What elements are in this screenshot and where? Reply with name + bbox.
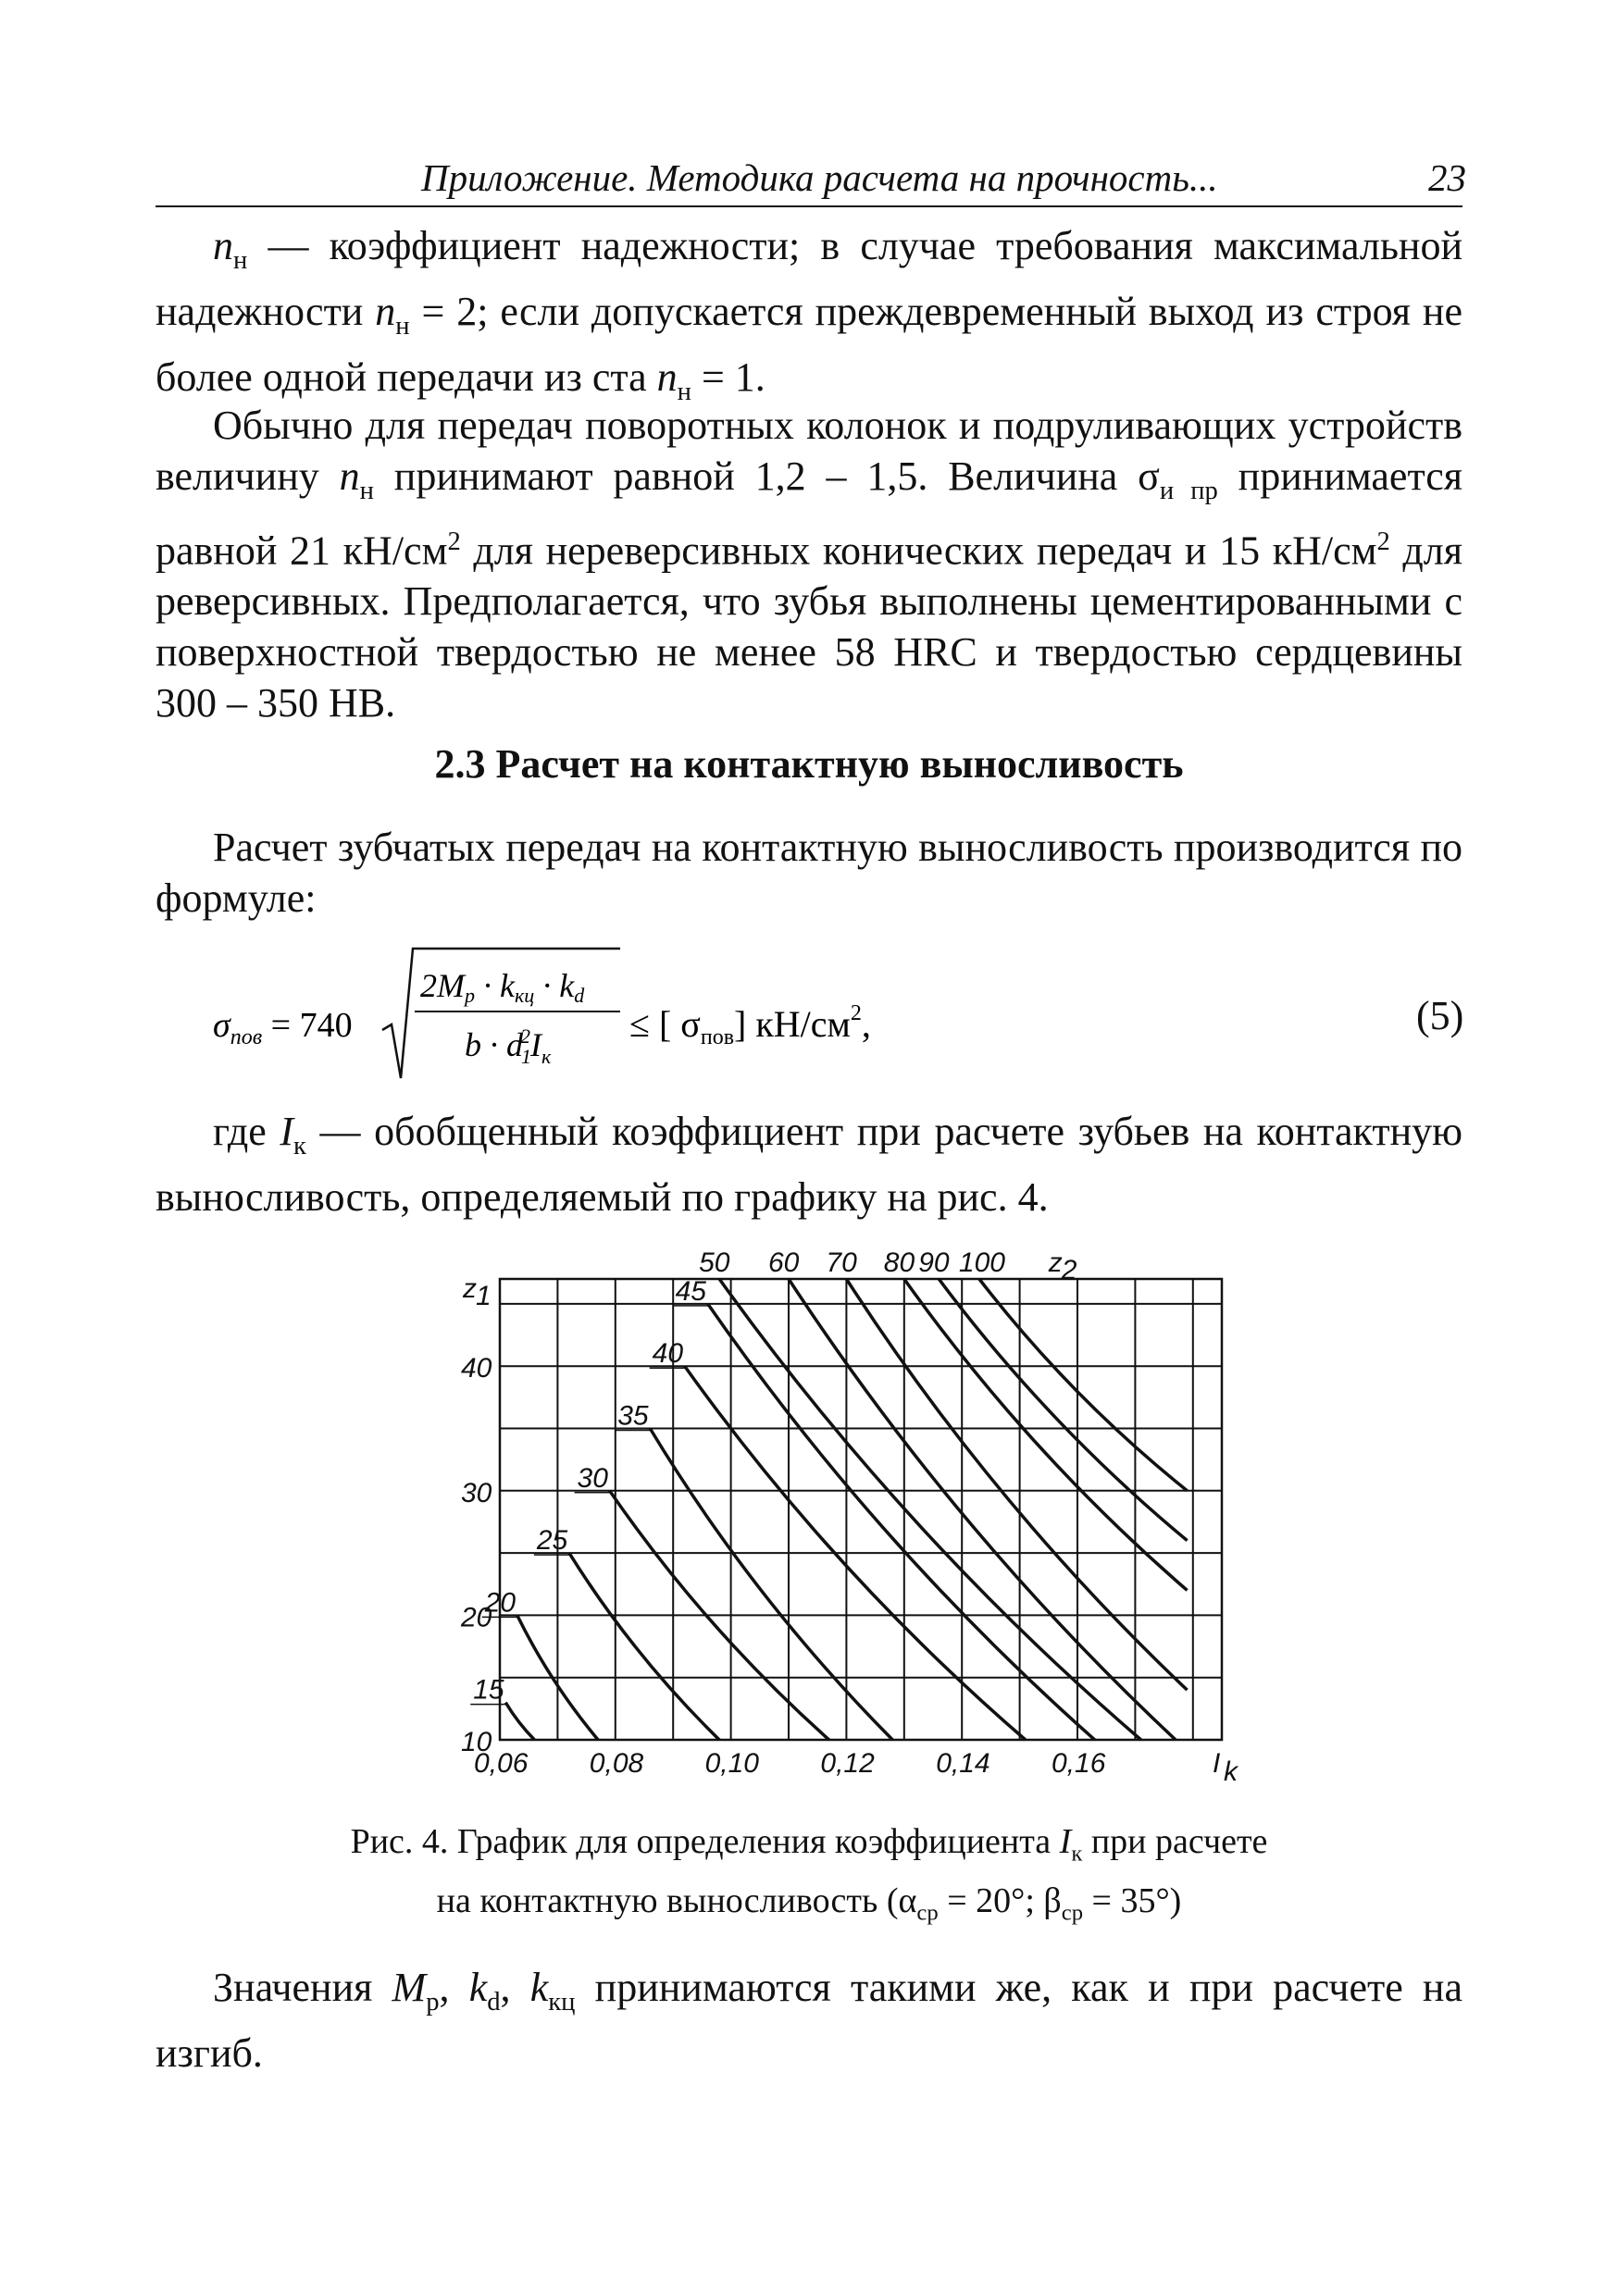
caption-line1-b: при расчете: [1082, 1822, 1268, 1861]
para4-text-b: — обобщенный коэффициент при расчете зубьев на контактную выносливость, определяемый по графику на рис. 4.: [156, 1109, 1462, 1220]
formula-rhs: ≤ [ σ: [629, 1003, 701, 1045]
curve-z90: [939, 1279, 1187, 1541]
symbol-n: n: [339, 453, 360, 499]
para2-text-b: принимают равной 1,2 – 1,5. Величина σ: [373, 453, 1160, 499]
separator: ,: [500, 1965, 530, 2010]
para1-eq-b: = 1.: [691, 354, 765, 400]
top-tick-label: 50: [699, 1247, 730, 1278]
para2-text-e: для реверсивных. Предполагается, что зубья выполнены цементированными с поверхностной твердостью не менее 58 HRC и твердостью сердцевины 300 – 350 HB.: [156, 527, 1462, 726]
caption-line-1: [156, 1818, 1462, 1878]
den-sup: 2: [520, 1024, 530, 1048]
formula-lhs: σ: [213, 1006, 230, 1045]
sigma-sub: и пр: [1159, 476, 1218, 505]
page-number: 23: [1428, 156, 1466, 199]
symbol-M-sub: р: [426, 1987, 440, 2017]
paragraph-values: [156, 400, 1462, 728]
y-tick-label: 20: [461, 1602, 492, 1633]
para5-text-a: Значения: [213, 1965, 392, 2010]
top-tick-label: 60: [768, 1247, 800, 1278]
chart-grid: [500, 1279, 1222, 1740]
paragraph-reliability-coefficient: [156, 220, 1462, 416]
formula-5: [213, 939, 1416, 1087]
caption-line2-c: = 35°): [1083, 1880, 1182, 1920]
para1-eq-a: = 2; если допускается преждевременный выход из строя не более одной передачи из ста: [156, 288, 1463, 400]
symbol-n-sub: н: [677, 377, 691, 406]
svg-text:b · d12Iк: [465, 1024, 552, 1068]
caption-symbol-sub: к: [1071, 1841, 1083, 1867]
symbol-M: M: [392, 1965, 427, 2010]
figure-4-chart: [444, 1240, 1259, 1805]
x-tick-label: 0,06: [474, 1748, 529, 1779]
curve-label: 25: [536, 1525, 568, 1557]
num-sub-kc: кц: [514, 984, 535, 1007]
caption-beta-sub: ср: [1061, 1900, 1084, 1926]
formula-rhs-sup: 2: [850, 1001, 862, 1025]
symbol-kkc-sub: кц: [548, 1987, 576, 2017]
curve-z100: [979, 1279, 1188, 1491]
para4-text-a: где: [213, 1109, 280, 1154]
caption-line2-a: на контактную выносливость (α: [436, 1880, 917, 1920]
x-tick-label: 0,08: [589, 1748, 644, 1779]
y-tick-label: 40: [461, 1353, 492, 1384]
y-tick-label: 10: [461, 1727, 492, 1757]
x-axis-label: I: [1213, 1748, 1221, 1779]
curve-z45: [708, 1304, 1095, 1740]
y-axis-label: z: [463, 1273, 477, 1304]
curve-label: 35: [617, 1400, 649, 1432]
curve-label: 15: [473, 1674, 504, 1706]
symbol-n: n: [375, 288, 396, 334]
y-axis-label-sub: 1: [476, 1281, 492, 1311]
symbol-kd: k: [468, 1965, 488, 2010]
top-axis-label-sub: 2: [1061, 1255, 1077, 1285]
curve-label: 30: [577, 1462, 608, 1494]
symbol-n-sub: н: [233, 245, 248, 275]
symbol-I-sub: к: [293, 1131, 306, 1160]
curve-label: 40: [652, 1338, 684, 1370]
curve-label: 20: [484, 1587, 517, 1619]
symbol-n: n: [213, 223, 233, 268]
x-tick-label: 0,12: [820, 1748, 875, 1779]
para5-text-b: принимаются такими же, как и при расчете на изгиб.: [156, 1965, 1462, 2076]
para3-text: Расчет зубчатых передач на контактную выносливость производится по формуле:: [156, 825, 1462, 921]
sup-2: 2: [1376, 527, 1390, 556]
x-axis-label-sub: k: [1224, 1756, 1238, 1787]
den-sub-k: к: [541, 1045, 552, 1068]
formula-number: (5): [1416, 993, 1464, 1038]
separator: ,: [439, 1965, 469, 2010]
symbol-n: n: [656, 354, 678, 400]
num-sub-p: р: [465, 984, 475, 1007]
para2-text-d: для нереверсивных конических передач и 15 кН/см: [460, 527, 1377, 574]
paragraph-where: [156, 1106, 1462, 1222]
svg-text:2Mр · kкц · kd: [420, 967, 585, 1007]
curve-label: 45: [675, 1275, 707, 1307]
caption-line-2: [156, 1878, 1462, 1937]
formula-coef: = 740: [262, 1006, 353, 1045]
formula-rhs-sub: пов: [700, 1025, 735, 1049]
x-tick-label: 0,10: [704, 1748, 759, 1779]
para2-text-a: Обычно для передач поворотных колонок и подруливающих устройств величину: [156, 403, 1462, 499]
formula-rhs-close: ] кН/см: [734, 1003, 851, 1045]
para2-text-c: принимается равной 21 кН/см: [156, 453, 1462, 574]
para1-text-a: — коэффициент надежности; в случае требования максимальной надежности: [156, 223, 1462, 334]
running-header-title: Приложение. Методика расчета на прочность...: [421, 156, 1218, 199]
chart-frame: [500, 1279, 1222, 1740]
x-tick-label: 0,14: [936, 1748, 990, 1779]
symbol-n-sub: н: [395, 311, 410, 341]
top-tick-label: 70: [826, 1247, 857, 1278]
curve-z25: [569, 1553, 719, 1740]
section-heading: 2.3 Расчет на контактную выносливость: [434, 741, 1184, 787]
num-sub-d: d: [574, 984, 585, 1007]
caption-line2-b: = 20°; β: [938, 1880, 1062, 1920]
x-tick-label: 0,16: [1052, 1748, 1106, 1779]
num-kd: · k: [534, 967, 575, 1004]
top-tick-label: 80: [883, 1247, 915, 1278]
numerator: 2M: [420, 967, 465, 1004]
y-tick-label: 30: [461, 1477, 492, 1508]
formula-lhs-sub: пов: [230, 1025, 263, 1049]
curve-z15: [505, 1703, 534, 1740]
paragraph-calculation-intro: [156, 822, 1462, 924]
chart-labels: [460, 1247, 1239, 1787]
paragraph-values-same: [156, 1962, 1462, 2079]
caption-line1-a: Рис. 4. График для определения коэффициента: [350, 1822, 1060, 1861]
denominator: b · d: [465, 1026, 523, 1063]
sup-2: 2: [447, 527, 461, 556]
symbol-I: I: [280, 1109, 294, 1154]
symbol-kd-sub: d: [487, 1987, 501, 2017]
symbol-n-sub: н: [359, 476, 374, 505]
formula-rhs-end: ,: [861, 1003, 871, 1045]
svg-text:σпов = 740: [213, 1006, 353, 1049]
num-k: · k: [475, 967, 515, 1004]
symbol-kkc: k: [529, 1965, 549, 2010]
den-I: I: [530, 1026, 541, 1063]
den-sub: 1: [521, 1045, 531, 1068]
top-tick-label: 90: [918, 1247, 950, 1278]
caption-alpha-sub: ср: [916, 1900, 939, 1926]
curve-z35: [650, 1429, 892, 1740]
top-axis-label: z: [1048, 1247, 1063, 1278]
top-tick-label: 100: [958, 1247, 1005, 1278]
header-rule: [156, 205, 1462, 207]
caption-symbol-I: I: [1059, 1822, 1072, 1861]
svg-text:≤ [ σпов] кН/см2,: [629, 1001, 871, 1049]
figure-caption: [156, 1818, 1462, 1936]
